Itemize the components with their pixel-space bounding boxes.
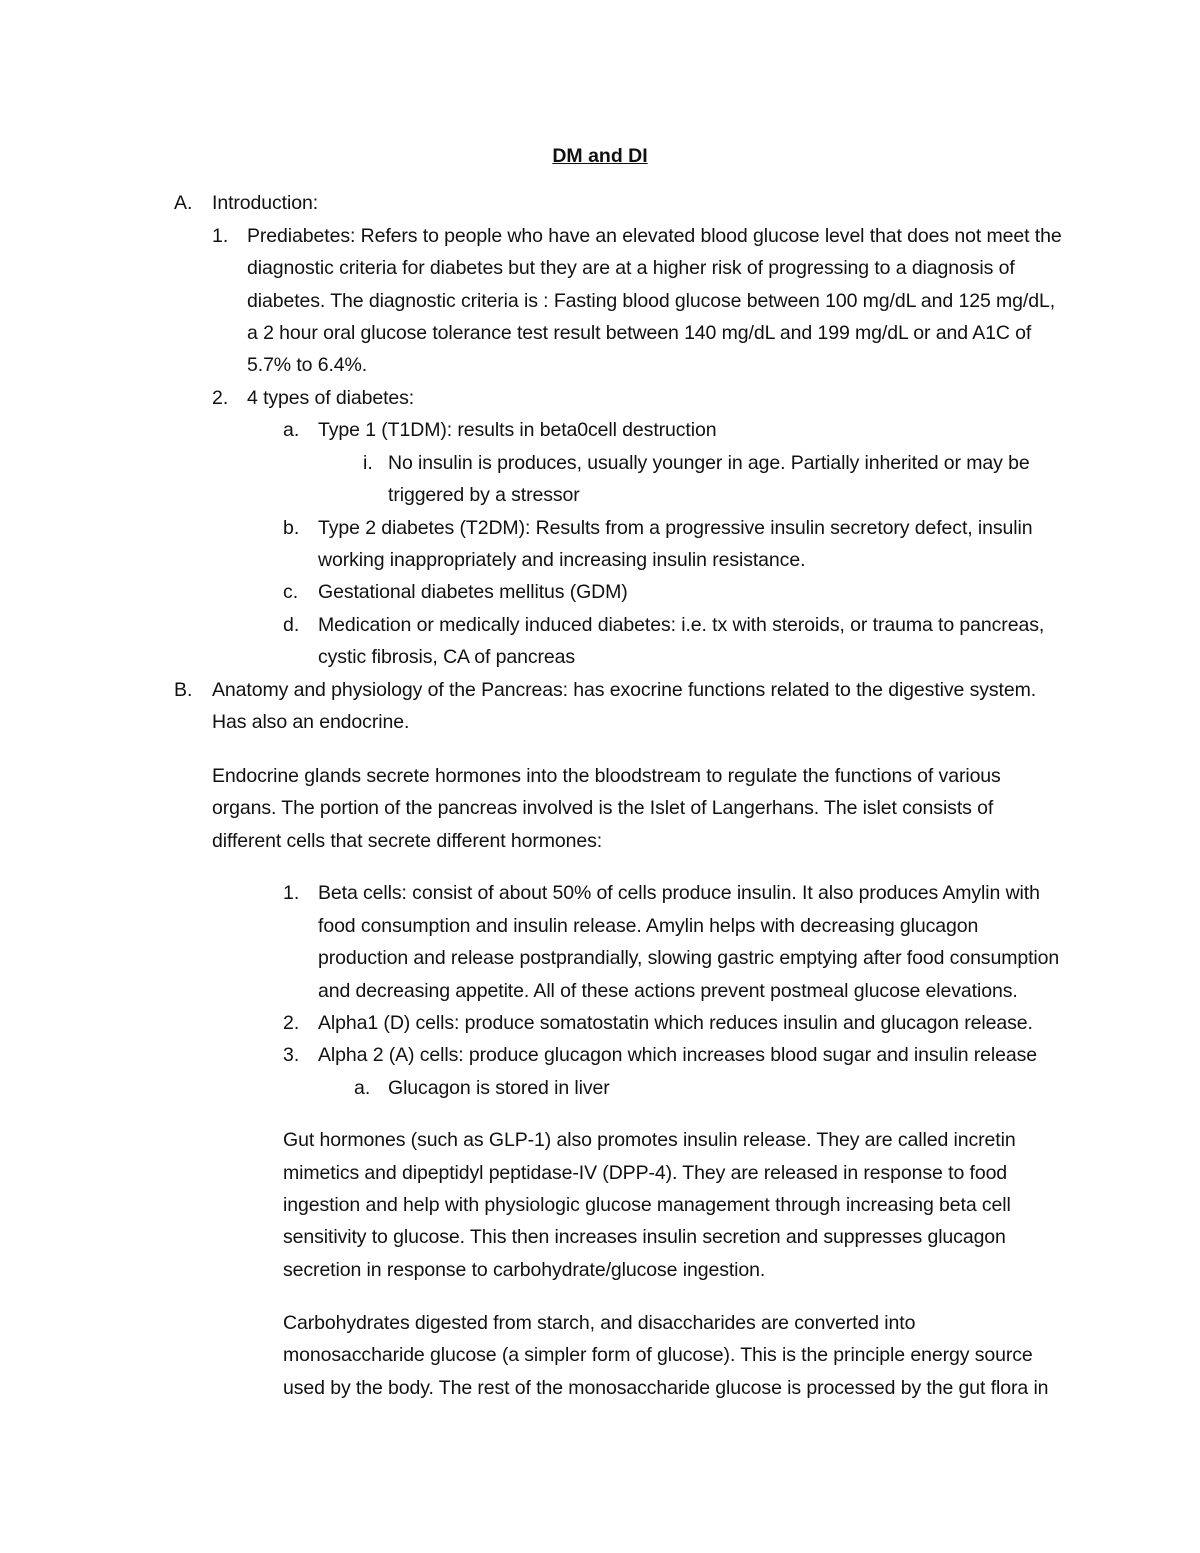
- text-line: Gestational diabetes mellitus (GDM): [318, 581, 628, 603]
- text-line: diagnostic criteria for diabetes but they are at a higher risk of progressing to a diagnosis of: [247, 257, 1015, 279]
- list-marker: A.: [174, 192, 193, 214]
- text-line: organs. The portion of the pancreas involved is the Islet of Langerhans. The islet consists of: [212, 797, 994, 819]
- list-marker: b.: [283, 517, 300, 539]
- document-title: DM and DI: [552, 145, 648, 167]
- list-marker: 2.: [283, 1012, 300, 1034]
- list-marker: 3.: [283, 1044, 300, 1066]
- text-line: Alpha 2 (A) cells: produce glucagon which increases blood sugar and insulin release: [318, 1044, 1038, 1066]
- text-line: ingestion and help with physiologic glucose management through increasing beta cell: [283, 1194, 1011, 1216]
- text-line: Has also an endocrine.: [212, 711, 410, 733]
- list-marker: c.: [283, 581, 299, 603]
- text-line: Introduction:: [212, 192, 319, 214]
- text-line: Carbohydrates digested from starch, and disaccharides are converted into: [283, 1312, 916, 1334]
- text-line: cystic fibrosis, CA of pancreas: [318, 646, 575, 668]
- list-marker: 1.: [212, 225, 229, 247]
- text-line: diabetes. The diagnostic criteria is : Fasting blood glucose between 100 mg/dL and 125 mg/dL,: [247, 290, 1056, 312]
- list-marker: a.: [283, 419, 300, 441]
- text-line: production and release postprandially, slowing gastric emptying after food consumption: [318, 947, 1060, 969]
- text-line: and decreasing appetite. All of these actions prevent postmeal glucose elevations.: [318, 980, 1018, 1002]
- list-marker: 1.: [283, 882, 300, 904]
- text-line: mimetics and dipeptidyl peptidase-IV (DPP-4). They are released in response to food: [283, 1162, 1008, 1184]
- list-marker: 2.: [212, 387, 229, 409]
- text-line: sensitivity to glucose. This then increases insulin secretion and suppresses glucagon: [283, 1226, 1006, 1248]
- text-line: Anatomy and physiology of the Pancreas: has exocrine functions related to the digestive system.: [212, 679, 1037, 701]
- text-line: working inappropriately and increasing insulin resistance.: [318, 549, 806, 571]
- text-line: food consumption and insulin release. Amylin helps with decreasing glucagon: [318, 915, 979, 937]
- text-line: monosaccharide glucose (a simpler form of glucose). This is the principle energy source: [283, 1344, 1033, 1366]
- text-line: Prediabetes: Refers to people who have an elevated blood glucose level that does not meet the: [247, 225, 1062, 247]
- list-marker: i.: [363, 452, 373, 474]
- list-marker: B.: [174, 679, 193, 701]
- text-line: 5.7% to 6.4%.: [247, 354, 368, 376]
- text-line: triggered by a stressor: [388, 484, 580, 506]
- text-line: Type 2 diabetes (T2DM): Results from a progressive insulin secretory defect, insulin: [318, 517, 1033, 539]
- text-line: Glucagon is stored in liver: [388, 1077, 610, 1099]
- text-line: used by the body. The rest of the monosaccharide glucose is processed by the gut flora in: [283, 1377, 1049, 1399]
- text-line: secretion in response to carbohydrate/glucose ingestion.: [283, 1259, 766, 1281]
- text-line: Gut hormones (such as GLP-1) also promotes insulin release. They are called incretin: [283, 1129, 1016, 1151]
- text-line: a 2 hour oral glucose tolerance test result between 140 mg/dL and 199 mg/dL or and A1C of: [247, 322, 1032, 344]
- text-line: Beta cells: consist of about 50% of cells produce insulin. It also produces Amylin with: [318, 882, 1040, 904]
- text-line: Medication or medically induced diabetes: i.e. tx with steroids, or trauma to pancreas,: [318, 614, 1045, 636]
- list-marker: a.: [354, 1077, 371, 1099]
- text-line: Endocrine glands secrete hormones into the bloodstream to regulate the functions of various: [212, 765, 1001, 787]
- text-line: No insulin is produces, usually younger in age. Partially inherited or may be: [388, 452, 1030, 474]
- text-line: different cells that secrete different hormones:: [212, 830, 603, 852]
- text-line: Type 1 (T1DM): results in beta0cell destruction: [318, 419, 717, 441]
- list-marker: d.: [283, 614, 300, 636]
- text-line: Alpha1 (D) cells: produce somatostatin which reduces insulin and glucagon release.: [318, 1012, 1033, 1034]
- text-line: 4 types of diabetes:: [247, 387, 415, 409]
